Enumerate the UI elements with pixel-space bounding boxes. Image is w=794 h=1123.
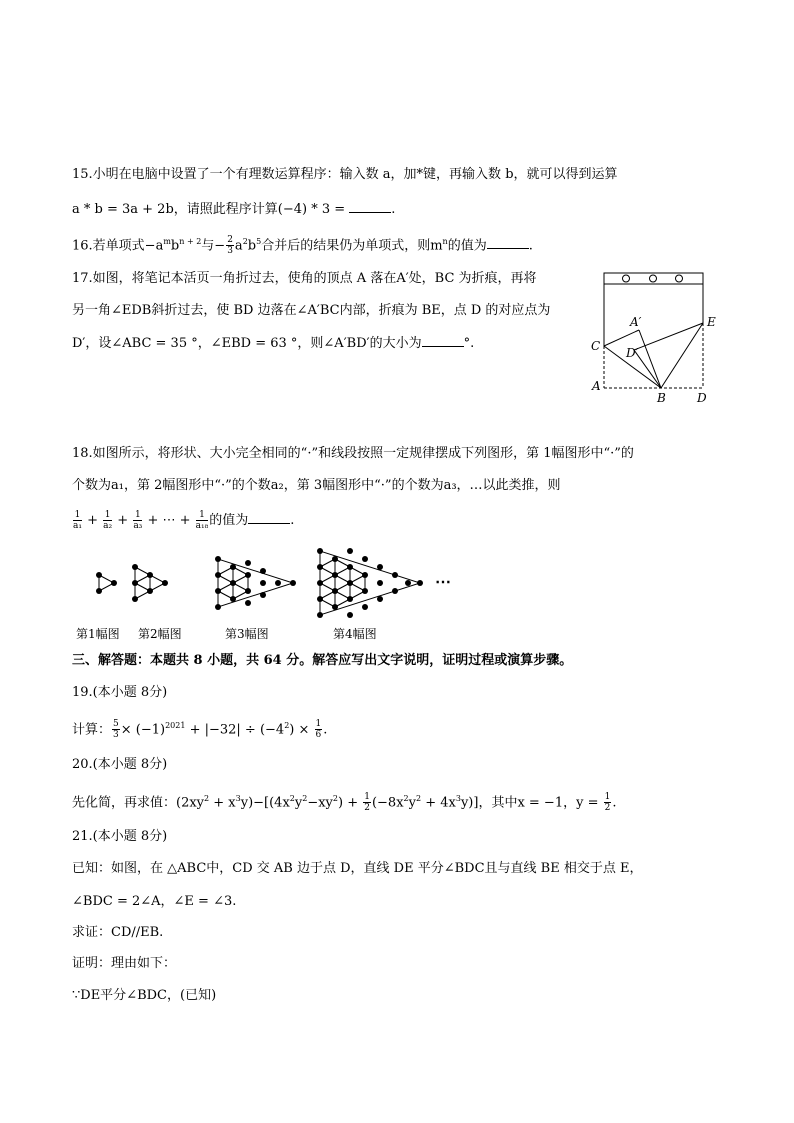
q21-line5: ∵DE平分∠BDC，(已知) — [72, 988, 217, 1003]
q18-sum-line: $\frac{1}{\text{a₁}}$ + $\frac{1}{\text{a₂}}$ + $\frac{1}{\text{a₃}}$ + ⋯ + $\frac{1}{\text{a₁₈}}$ 的值为 . — [73, 510, 295, 531]
q19-frac1 — [112, 719, 120, 740]
frac-num: 1 — [315, 719, 322, 730]
q20-text: + x — [209, 795, 236, 811]
frac-den: 2 — [604, 803, 611, 814]
sum-dots: + ⋯ + — [147, 513, 191, 528]
q17-line2: 另一角∠EDB斜折过去，使 BD 边落在∠A′BC内部，折痕为 BE，点 D 的对应点为 — [72, 303, 551, 318]
q15-line2 — [72, 200, 395, 219]
label-A-prime: A′ — [630, 315, 642, 329]
q19-header: 19.(本小题 8分) — [72, 685, 168, 700]
q16-var-b: b — [170, 238, 180, 254]
sum-den: a₁ — [73, 521, 82, 531]
q20-exp: 2 — [204, 794, 210, 803]
q20-text: y — [294, 795, 303, 811]
q19-text: + |−32| ÷ (−4 — [185, 722, 285, 738]
q17-answer-blank — [422, 334, 464, 347]
sum-den: a₃ — [133, 521, 143, 531]
q18-line2: 个数为a₁，第 2幅图形中“·”的个数a₂，第 3幅图形中“·”的个数为a₃，…以此类推，则 — [72, 478, 561, 493]
q19-expression — [72, 717, 327, 740]
q16-fraction — [226, 235, 234, 256]
frac-num: 1 — [604, 792, 611, 803]
section3-heading: 三、解答题：本题共 8 小题，共 64 分。解答应写出文字说明，证明过程或演算步骤。 — [72, 653, 573, 668]
sum-num: 1 — [134, 510, 141, 520]
caption-fig4: 第4幅图 — [333, 627, 377, 641]
q20-exp: 2 — [289, 794, 295, 803]
q17-line1: 17.如图，将笔记本活页一角折过去，使角的顶点 A 落在A′处，BC 为折痕，再将 — [72, 271, 537, 286]
notebook-fold-figure — [588, 268, 728, 408]
label-C: C — [591, 339, 601, 353]
q20-text: y)−[(4x — [240, 795, 290, 811]
sum-num: 1 — [74, 510, 81, 520]
q20-text: y — [408, 795, 416, 811]
q20-exp: 2 — [403, 794, 409, 803]
sum-num: 1 — [104, 510, 111, 520]
q20-y-frac — [604, 792, 612, 813]
sum-term-18 — [196, 510, 209, 531]
q20-text: ) + — [338, 795, 363, 811]
q20-exp: 2 — [416, 794, 422, 803]
dot-pattern-figures — [90, 540, 470, 624]
q15-expression: a * b = 3a + 2b，请照此程序计算(−4) * 3 = — [72, 202, 350, 217]
q16-end: . — [528, 238, 533, 254]
q19-exp: 2021 — [165, 721, 186, 730]
sum-num: 1 — [196, 510, 209, 521]
q20-text: 先化简，再求值：(2xy — [72, 795, 205, 811]
q19-text: 计算： — [72, 722, 112, 738]
q19-text: ) × — [289, 722, 314, 738]
q20-exp: 3 — [235, 794, 241, 803]
q20-exp: 2 — [302, 794, 308, 803]
caption-fig2: 第2幅图 — [138, 627, 182, 641]
q17-end: °. — [463, 336, 475, 351]
q18-text: 的值为 — [209, 513, 249, 528]
q16-text: 与− — [201, 238, 226, 254]
q18-answer-blank — [248, 511, 290, 524]
pattern-ellipsis: ⋯ — [435, 572, 451, 591]
q19-exp: 2 — [284, 721, 290, 730]
q20-text: −xy — [307, 795, 333, 811]
q19-end: . — [323, 722, 328, 738]
sum-term-2 — [103, 510, 112, 531]
sum-term-3 — [133, 510, 142, 531]
label-D-prime: D′ — [626, 346, 639, 360]
q21-line3: 求证：CD//EB. — [72, 925, 164, 940]
frac-den: 3 — [113, 730, 119, 741]
q16-var-b2: b — [247, 238, 257, 254]
q16-text: 16.若单项式−a — [72, 238, 164, 254]
q19-text: × (−1) — [120, 722, 166, 738]
q16-exp-m: m — [163, 237, 171, 246]
q21-line1: 已知：如图，在 △ABC中，CD 交 AB 边于点 D，直线 DE 平分∠BDC且与直线 BE 相交于点 E， — [72, 861, 643, 876]
q15-end: . — [391, 202, 396, 217]
sum-den: a₂ — [103, 521, 113, 531]
q16-var-a: a — [234, 238, 243, 254]
frac-den: 6 — [315, 730, 322, 741]
q20-exp: 3 — [455, 794, 461, 803]
q20-text: (−8x — [371, 795, 404, 811]
q20-expression — [72, 790, 616, 813]
label-A: A — [592, 379, 601, 393]
q20-text: + 4x — [421, 795, 456, 811]
q20-frac — [363, 792, 371, 813]
q18-end: . — [290, 513, 295, 528]
q16-exp-n: n — [442, 237, 448, 246]
q15-answer-blank — [349, 200, 391, 213]
q18-line1: 18.如图所示，将形状、大小完全相同的“·”和线段按照一定规律摆成下列图形，第 1幅图形中“·”的 — [72, 446, 634, 461]
q20-end: . — [612, 795, 617, 811]
q16-text: 合并后的结果仍为单项式，则m — [261, 238, 443, 254]
sum-den: a₁₈ — [195, 521, 209, 531]
q16-exp-n2: n + 2 — [179, 237, 202, 246]
q21-header: 21.(本小题 8分) — [72, 829, 168, 844]
q17-text: D′，设∠ABC = 35 °，∠EBD = 63 °，则∠A′BD′的大小为 — [72, 336, 422, 351]
frac-den: 2 — [364, 803, 370, 814]
q17-line3 — [72, 334, 474, 353]
q16-text: 的值为 — [447, 238, 487, 254]
q20-exp: 2 — [332, 794, 338, 803]
label-E: E — [707, 315, 716, 329]
q15-line1: 15.小明在电脑中设置了一个有理数运算程序：输入数 a，加*键，再输入数 b，就可以得到运算 — [72, 167, 618, 182]
label-D: D — [697, 391, 707, 405]
q16-answer-blank — [487, 236, 529, 249]
q21-line4: 证明：理由如下： — [72, 956, 177, 971]
sum-term-1 — [73, 510, 82, 531]
q16-line — [72, 233, 533, 256]
q21-line2: ∠BDC = 2∠A，∠E = ∠3. — [72, 894, 237, 909]
caption-fig3: 第3幅图 — [225, 627, 269, 641]
q16-exp-5: 5 — [256, 237, 262, 246]
label-B: B — [657, 391, 666, 405]
caption-fig1: 第1幅图 — [76, 627, 120, 641]
frac-num: 1 — [364, 792, 370, 803]
q16-frac-num: 2 — [227, 235, 233, 246]
q16-frac-den: 3 — [227, 246, 233, 257]
q16-exp-2: 2 — [242, 237, 248, 246]
q20-header: 20.(本小题 8分) — [72, 757, 168, 772]
q19-frac2 — [315, 719, 323, 740]
q20-text: y)]，其中x = −1，y = — [460, 795, 603, 811]
frac-num: 5 — [113, 719, 119, 730]
